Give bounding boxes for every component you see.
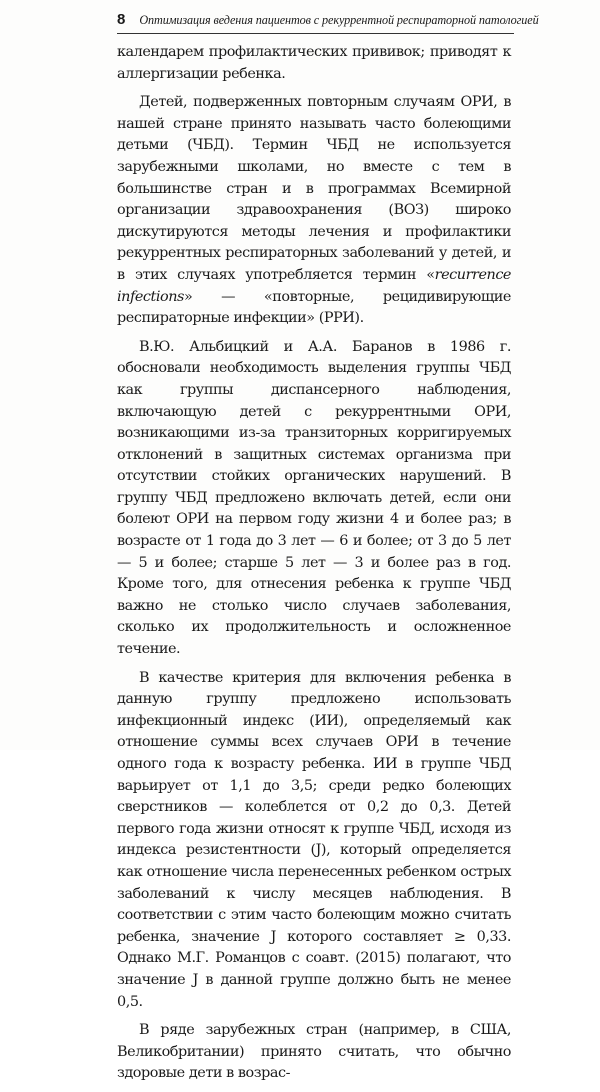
paragraph-text: календарем профилактических прививок; приводят к аллергизации ребенка. (117, 44, 511, 82)
paragraph-foreign-countries (117, 1020, 511, 1085)
header-rule (117, 33, 514, 34)
paragraph-text: В качестве критерия для включения ребенка в данную группу предложено использовать инфекционный индекс (ИИ), определяемый как отношение суммы всех случаев ОРИ в течение одного года к возрасту ребенка. ИИ в группе ЧБД варьирует от 1,1 до 3,5; среди редко болеющих сверстников — колеблется от 0,2 до 0,3. Детей первого года жизни относят к группе ЧБД, исходя из индекса резистентности (J), который определяется как отношение числа перенесенных ребенком острых заболеваний к числу месяцев наблюдения. В соответствии с этим часто болеющим можно считать ребенка, значение J которого составляет ≥ 0,33. Однако М.Г. Романцов с соавт. (2015) полагают, что значение J в данной группе должно быть не менее 0,5. (117, 669, 511, 1010)
paragraph-albitsky-baranov (117, 337, 511, 661)
page-number: 8 (117, 11, 126, 28)
running-title: Оптимизация ведения пациентов с рекуррентной респираторной патологией (139, 13, 539, 27)
foreign-term: recurrence infections (117, 266, 511, 305)
paragraph-infection-index (117, 668, 511, 1014)
paragraph-text: В ряде зарубежных стран (например, в США, Великобритании) принято считать, что обычно здоровые дети в возрас- (117, 1022, 511, 1082)
paragraph-continued (117, 42, 511, 85)
paragraph-text: В.Ю. Альбицкий и А.А. Баранов в 1986 г. обосновали необходимость выделения группы ЧБД как группы диспансерного наблюдения, включающую детей с рекуррентными ОРИ, возникающими из-за транзиторных корригируемых отклонений в защитных системах организма при отсутствии стойких органических нарушений. В группу ЧБД предложено включать детей, если они болеют ОРИ на первом году жизни 4 и более раз; в возрасте от 1 года до 3 лет — 6 и более; от 3 до 5 лет — 5 и более; старше 5 лет — 3 и более раз в год. Кроме того, для отнесения ребенка к группе ЧБД важно не столько число случаев заболевания, сколько их продолжительность и осложненное течение. (117, 338, 511, 658)
paragraph-text: Детей, подверженных повторным случаям ОРИ, в нашей стране принято называть часто болеющими детьми (ЧБД). Термин ЧБД не используется зарубежными школами, но вместе с тем в большинстве стран и в программах Всемирной организации здравоохранения (ВОЗ) широко дискутируются методы лечения и профилактики рекуррентных респираторных заболеваний у детей, и в этих случаях употребляется термин « (117, 94, 511, 283)
body-text (117, 42, 511, 1092)
paragraph-chbd-definition (117, 92, 511, 330)
running-header (117, 11, 539, 31)
paragraph-text: » — «повторные, рецидивирующие респираторные инфекции» (РРИ). (117, 288, 511, 327)
